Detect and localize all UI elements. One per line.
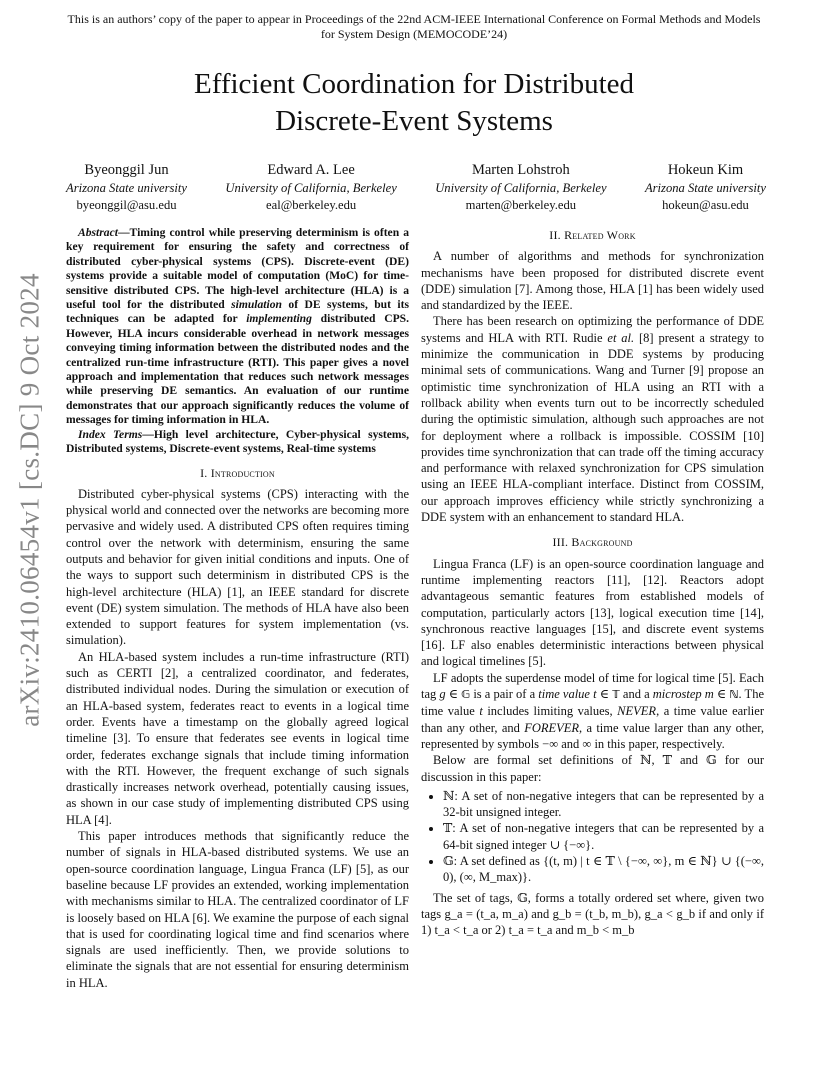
author-affiliation: Arizona State university xyxy=(644,181,766,195)
left-column xyxy=(66,226,409,991)
intro-paragraph-2: An HLA-based system includes a run-time infrastructure (RTI) such as CERTI [2], a centralized coordinator, and federates, distributed individual nodes. During the simulation or execution of an HLA-based system, federates react to events in a logical time order. Events have a timestamp on the globally agreed logical timeline [3]. To ensure that federates see events in logical time order, federates exchange signals that include timing information with the RTI. However, the frequent exchange of such signals drastically increases network overhead, potentially causing issues, as shown in our case study of implementing distributed CPS using HLA [4]. xyxy=(66,649,409,827)
conference-notice: This is an authors’ copy of the paper to appear in Proceedings of the 22nd ACM-IEEE International Conference on Formal Methods and Models for System Design (MEMOCODE’24) xyxy=(67,12,761,41)
abstract: Abstract—Timing control while preserving determinism is often a key requirement for ensuring the safety and correctness of distributed cyber-physical systems (CPS). Discrete-event (DE) systems provide a suitable model of computation (MoC) for time-sensitive distributed CPS. The high-level architecture (HLA) is a useful tool for the distributed simulation of DE systems, but its techniques can be adapted for implementing distributed CPS. However, HLA incurs considerable overhead in network messages conveying timing information between the distributed nodes and the centralized run-time infrastructure (RTI). This paper gives a novel approach and implementation that reduces such network messages while preserving DE semantics. An evaluation of our runtime demonstrates that our approach significantly reduces the volume of messages for timing information in HLA. xyxy=(66,226,410,427)
author-affiliation: Arizona State university xyxy=(66,181,188,195)
section-heading-background: III. Background xyxy=(552,535,633,550)
section-heading-introduction: I. Introduction xyxy=(200,465,275,480)
author-list xyxy=(66,160,766,214)
intro-paragraph-3: This paper introduces methods that significantly reduce the number of signals in HLA-based distributed systems. We use an open-source coordination language, Lingua Franca (LF) [5], as our baseline because LF provides an extended, working implementation with mechanisms similar to HLA. The centralized coordinator of LF is loosely based on HLA [6]. We examine the purpose of each signal that is used for coordinating logical time and find scenarios where signals are used inefficiently. Then, we provide solutions to eliminate the signals that are not essential for ensuring determinism in HLA. xyxy=(66,829,409,990)
author-email: marten@berkeley.edu xyxy=(465,198,577,212)
author-block xyxy=(225,160,396,214)
author-block xyxy=(645,160,766,214)
author-email: byeonggil@asu.edu xyxy=(76,198,177,212)
author-name: Edward A. Lee xyxy=(267,162,355,178)
author-email: hokeun@asu.edu xyxy=(662,198,749,212)
list-item: • ℕ: A set of non-negative integers that can be represented by a 32-bit unsigned integer. xyxy=(443,788,764,821)
author-name: Hokeun Kim xyxy=(667,162,744,178)
title-line-1: Efficient Coordination for Distributed xyxy=(193,68,634,100)
related-paragraph-1: A number of algorithms and methods for synchronization mechanisms have been proposed for distributed discrete event (DDE) simulation [7]. Among those, HLA [1] has been widely used and standardized by the IEEE. xyxy=(421,249,764,313)
arxiv-watermark xyxy=(12,273,48,727)
related-paragraph-2: There has been research on optimizing the performance of DDE systems and HLA with RTI. Rudie et al. [8] present a strategy to minimize the communication in DDE systems by producing minimal sets of communications. Wang and Turner [9] propose an optimistic time synchronization of HLA using an RTI with a rollback ability when events turn out to be incorrectly scheduled during the optimistic simulation, although such approaches are not for deployment where a rollback is impossible. COSSIM [10] provides time synchronization that can trade off the timing accuracy and performance with relaxed synchronization for CPS simulation using an IEEE HLA-compliant interface. Distinct from COSSIM, our approach improves efficiency while strictly synchronizing a DDE system with an enhancement to standard HLA. xyxy=(421,314,764,525)
section-heading-related-work: II. Related Work xyxy=(549,228,636,242)
author-affiliation: University of California, Berkeley xyxy=(225,181,397,195)
author-name: Marten Lohstroh xyxy=(471,162,570,178)
background-paragraph-3: Below are formal set definitions of ℕ, 𝕋 and 𝔾 for our discussion in this paper: xyxy=(421,753,764,784)
background-paragraph-2: LF adopts the superdense model of time for logical time [5]. Each tag g ∈ 𝔾 is a pair of a time value t ∈ 𝕋 and a microstep m ∈ ℕ. The time value t includes limiting values, NEVER, a time value earlier than any other, and FOREVER, a time value larger than any other, represented by symbols −∞ and ∞ in this paper, respectively. xyxy=(421,670,764,751)
author-block xyxy=(435,160,606,214)
list-item: • 𝕋: A set of non-negative integers that can be represented by a 64-bit signed integer ∪ {−∞}. xyxy=(443,820,764,853)
author-block xyxy=(66,160,187,214)
right-column xyxy=(421,226,764,938)
intro-paragraph-1: Distributed cyber-physical systems (CPS) interacting with the physical world and connected over the networks are becoming more pervasive and widely used. A distributed CPS often requires timing control over the network with determinism, ensuring the same outputs and behavior for given initial conditions and inputs. One of the ways to support such determinism in distributed CPS is the high-level architecture (HLA) [1], an IEEE standard for discrete event (DE) system simulation. The methods of HLA have also been extended to support features for system implementation (vs. simulation). xyxy=(66,486,409,648)
author-email: eal@berkeley.edu xyxy=(266,198,357,212)
set-definition-list xyxy=(421,788,764,886)
index-terms: Index Terms—High level architecture, Cyber-physical systems, Distributed systems, Discrete-event systems, Real-time systems xyxy=(66,427,409,456)
author-affiliation: University of California, Berkeley xyxy=(435,181,607,195)
arxiv-id: arXiv:2410.06454v1 [cs.DC] 9 Oct 2024 xyxy=(14,273,45,727)
background-paragraph-1: Lingua Franca (LF) is an open-source coordination language and runtime implementing reactors [11], [12]. Reactors adopt advantageous semantic features from established models of computation, particularly actors [13], logical execution time [14], synchronous reactive languages [15], and discrete event systems [16]. LF also enables deterministic interactions between physical and logical timelines [5]. xyxy=(421,556,764,669)
title-line-2: Discrete-Event Systems xyxy=(275,105,553,137)
background-paragraph-4: The set of tags, 𝔾, forms a totally ordered set where, given two tags g_a = (t_a, m_a) and g_b = (t_b, m_b), g_a < g_b if and only if 1) t_a < t_a or 2) t_a = t_a and m_b < m_b xyxy=(421,890,764,938)
author-name: Byeonggil Jun xyxy=(84,162,169,178)
paper-title xyxy=(100,66,728,140)
list-item: • 𝔾: A set defined as {(t, m) | t ∈ 𝕋 \ {−∞, ∞}, m ∈ ℕ} ∪ {(−∞, 0), (∞, M_max)}. xyxy=(443,853,764,886)
